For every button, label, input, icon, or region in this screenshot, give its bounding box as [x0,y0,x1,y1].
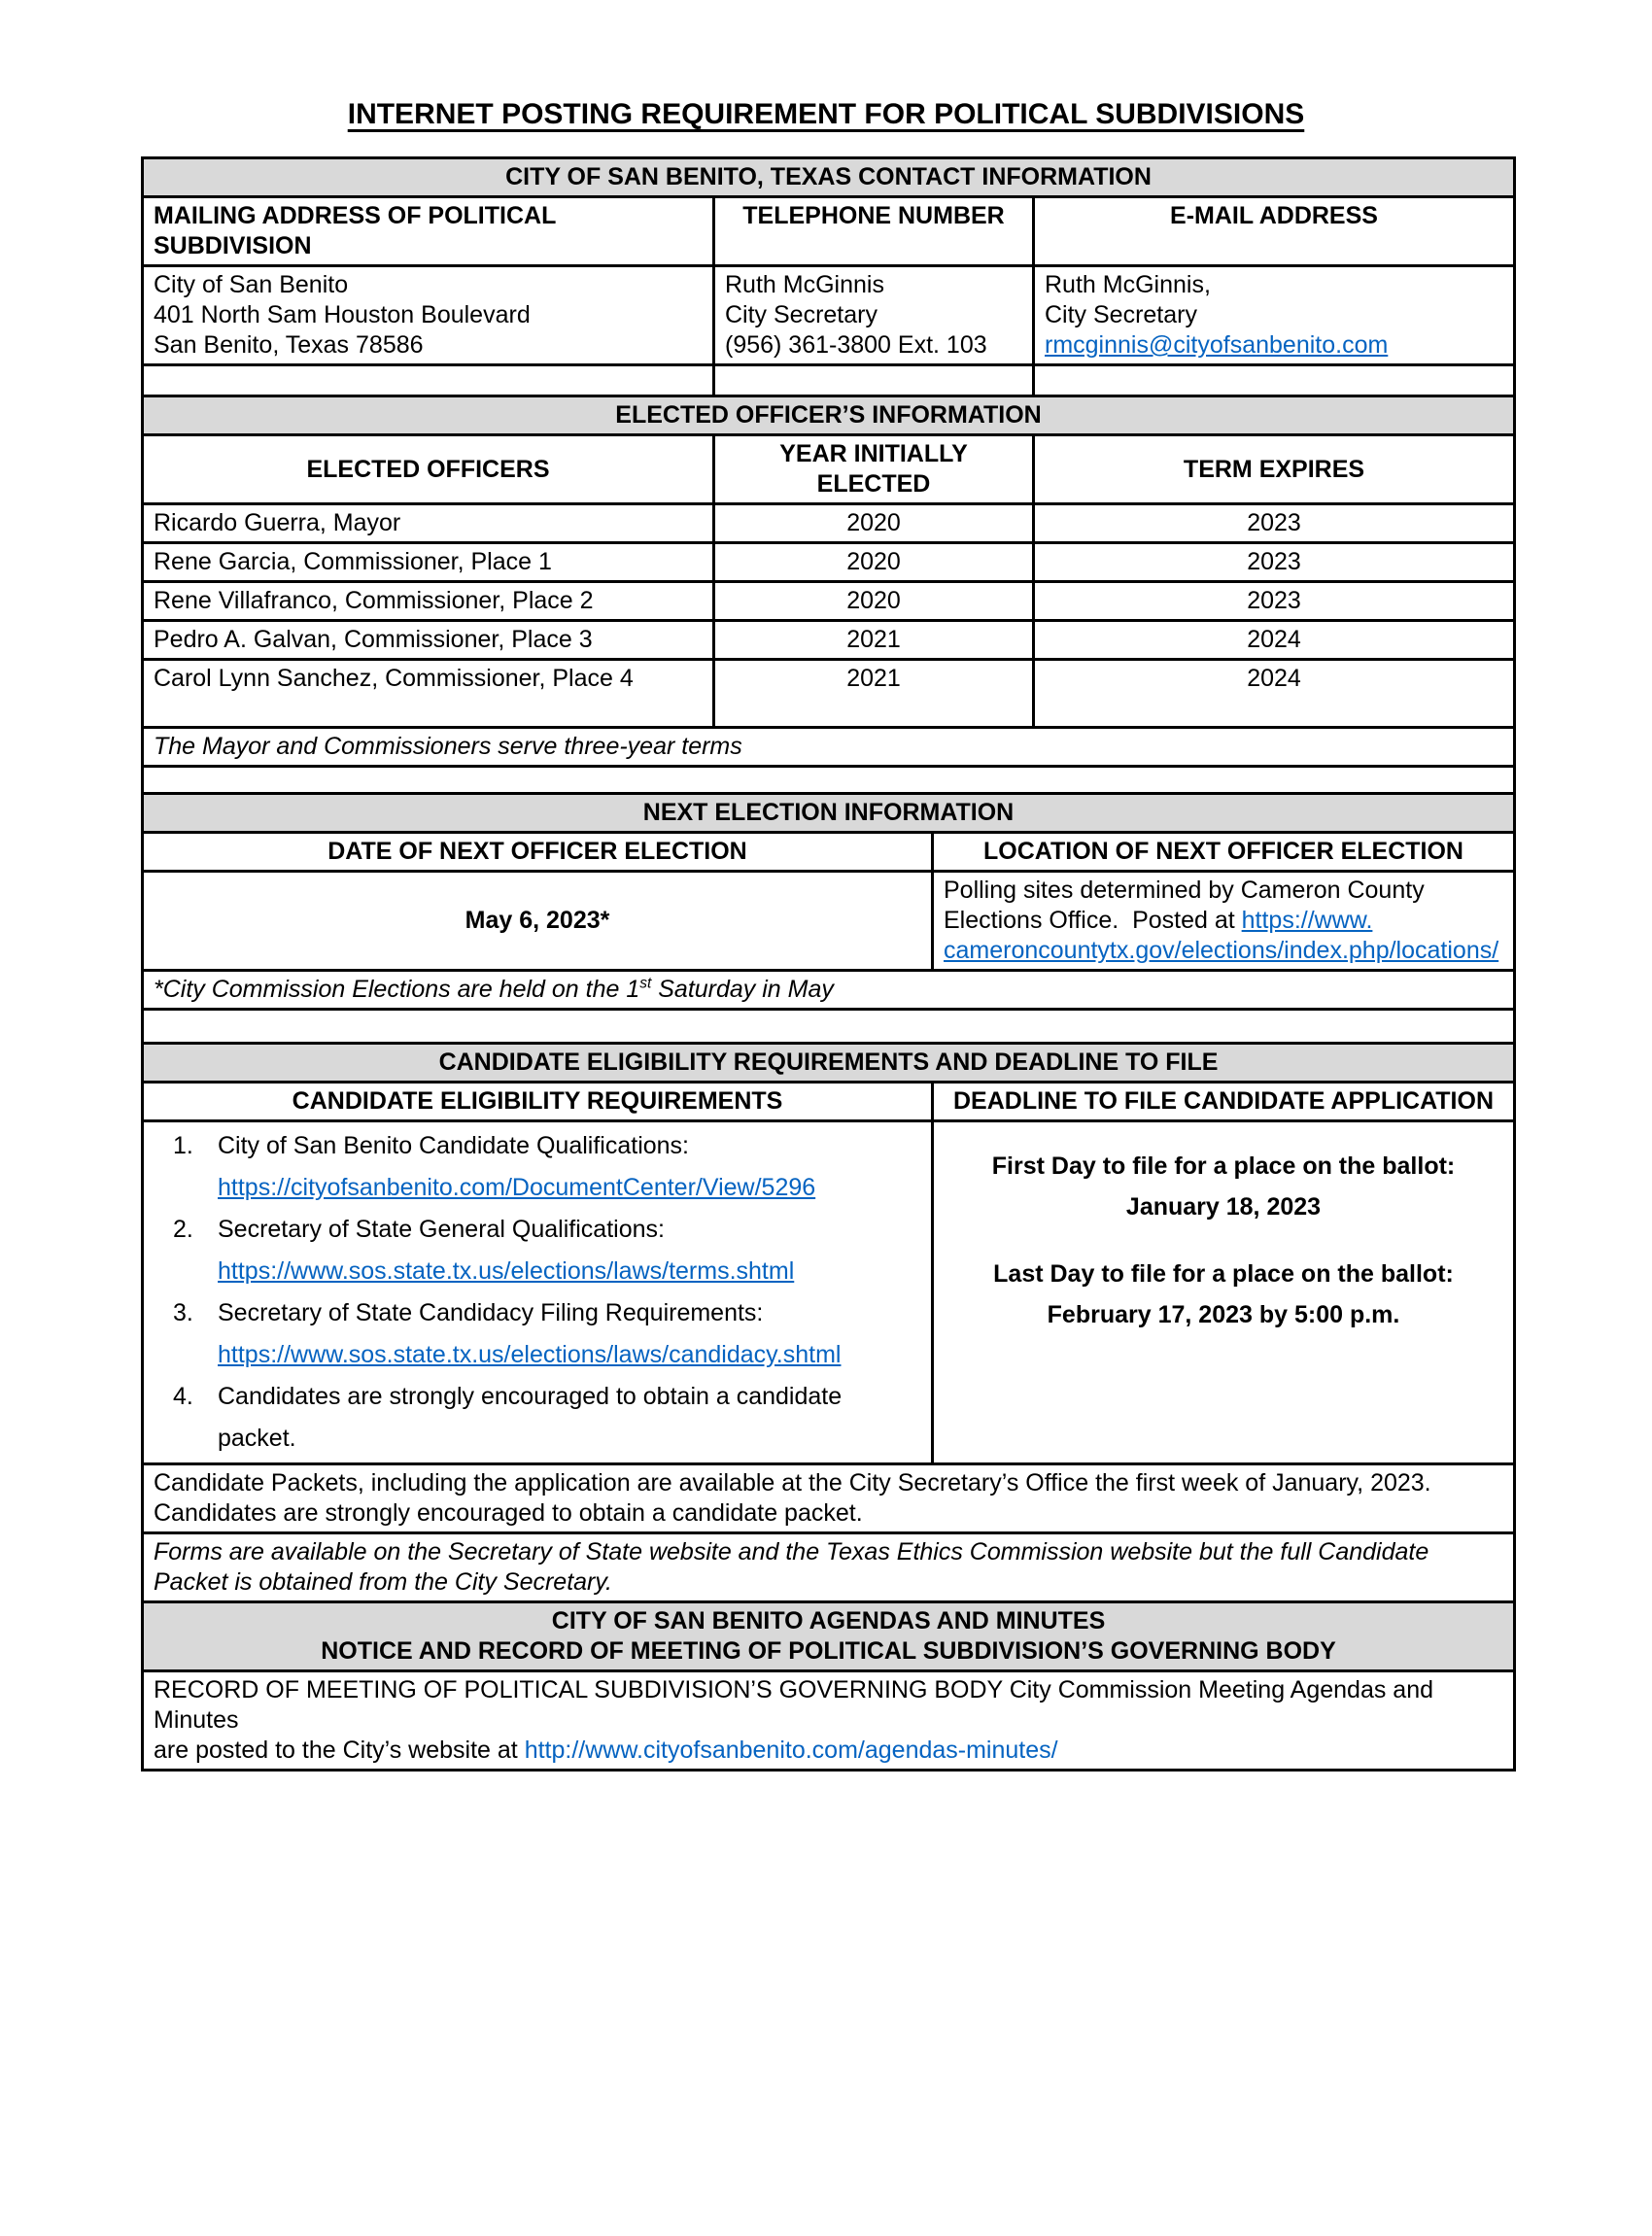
record-line-1: RECORD OF MEETING OF POLITICAL SUBDIVISION’S GOVERNING BODY City Commission Meeting Agendas and Minutes [154,1676,1434,1734]
telephone-line-3: (956) 361-3800 Ext. 103 [725,331,987,359]
agendas-header-line-1: CITY OF SAN BENITO AGENDAS AND MINUTES [551,1607,1106,1634]
agendas-header-line-2: NOTICE AND RECORD OF MEETING OF POLITICAL SUBDIVISION’S GOVERNING BODY [321,1637,1336,1665]
address-line-3: San Benito, Texas 78586 [154,331,424,359]
officer-term: 2023 [1034,582,1515,621]
candidate-qualifications-link[interactable]: https://cityofsanbenito.com/DocumentCenter/View/5296 [218,1174,816,1201]
election-location-cell [933,872,1515,971]
email-line-2: City Secretary [1045,301,1197,328]
colhead-election-location: LOCATION OF NEXT OFFICER ELECTION [933,833,1515,872]
officer-term: 2023 [1034,543,1515,582]
email-cell [1034,266,1515,365]
section-header-candidate: CANDIDATE ELIGIBILITY REQUIREMENTS AND DEADLINE TO FILE [143,1044,1515,1083]
officer-name: Ricardo Guerra, Mayor [143,504,714,543]
spacer-cell [143,1010,1515,1044]
email-link[interactable]: rmcginnis@cityofsanbenito.com [1045,331,1389,359]
polling-locations-link-part2[interactable]: cameroncountytx.gov/elections/index.php/locations/ [944,937,1499,964]
officer-year: 2020 [714,504,1034,543]
section-header-elected: ELECTED OFFICER’S INFORMATION [143,396,1515,435]
telephone-line-2: City Secretary [725,301,878,328]
note-superscript: st [639,975,652,992]
mailing-address-cell [143,266,714,365]
first-day-date: January 18, 2023 [1125,1193,1322,1221]
first-day-block [944,1146,1503,1227]
spacer-cell [714,365,1034,396]
first-day-label: First Day to file for a place on the ballot: [991,1152,1456,1180]
record-line-2 [154,1736,1503,1766]
officer-year: 2021 [714,660,1034,728]
officer-name: Pedro A. Galvan, Commissioner, Place 3 [143,621,714,660]
requirement-number: 3. [173,1299,193,1326]
requirement-number: 2. [173,1216,193,1243]
requirement-text: Candidates are strongly encouraged to obtain a candidate packet. [218,1383,843,1452]
section-header-contact: CITY OF SAN BENITO, TEXAS CONTACT INFORMATION [143,158,1515,197]
eligibility-requirements-cell [143,1121,933,1464]
colhead-election-date: DATE OF NEXT OFFICER ELECTION [143,833,933,872]
last-day-label: Last Day to file for a place on the ballot: [993,1260,1454,1288]
requirement-text: Secretary of State General Qualifications: [218,1216,665,1243]
colhead-elected-officers: ELECTED OFFICERS [143,435,714,504]
location-line-2 [944,906,1503,936]
location-line-1: Polling sites determined by Cameron County [944,877,1425,904]
note-text: Saturday in May [651,976,834,1003]
colhead-mailing-address-label: MAILING ADDRESS OF POLITICAL SUBDIVISION [154,202,556,259]
spacer-cell [143,365,714,396]
officer-name: Rene Villafranco, Commissioner, Place 2 [143,582,714,621]
officer-year: 2021 [714,621,1034,660]
colhead-deadline-to-file: DEADLINE TO FILE CANDIDATE APPLICATION [933,1083,1515,1121]
telephone-cell [714,266,1034,365]
spacer-cell [1034,365,1515,396]
colhead-mailing-address [143,197,714,266]
main-table [141,156,1516,1772]
officer-term: 2024 [1034,660,1515,728]
record-of-meeting-cell [143,1671,1515,1771]
agendas-minutes-link[interactable]: http://www.cityofsanbenito.com/agendas-minutes/ [524,1737,1058,1764]
spacer-cell [143,767,1515,794]
last-day-block [944,1254,1503,1335]
record-line-2-text: are posted to the City’s website at [154,1737,525,1764]
officer-year: 2020 [714,582,1034,621]
colhead-year-elected: YEAR INITIALLY ELECTED [714,435,1034,504]
requirement-number: 1. [173,1132,193,1159]
sos-candidacy-filing-link[interactable]: https://www.sos.state.tx.us/elections/laws/candidacy.shtml [218,1341,842,1368]
last-day-date: February 17, 2023 by 5:00 p.m. [1047,1301,1400,1328]
colhead-eligibility-requirements: CANDIDATE ELIGIBILITY REQUIREMENTS [143,1083,933,1121]
deadline-cell [933,1121,1515,1464]
commission-elections-note [143,971,1515,1010]
requirement-item-3 [173,1292,863,1376]
requirement-item-2 [173,1209,863,1292]
colhead-term-expires: TERM EXPIRES [1034,435,1515,504]
address-line-2: 401 North Sam Houston Boulevard [154,301,531,328]
requirement-text: City of San Benito Candidate Qualifications: [218,1132,689,1159]
candidate-packets-note [143,1464,1515,1533]
requirement-number: 4. [173,1383,193,1410]
officer-term: 2024 [1034,621,1515,660]
officer-name: Carol Lynn Sanchez, Commissioner, Place 4 [143,660,714,728]
election-date-cell: May 6, 2023* [143,872,933,971]
email-line-1: Ruth McGinnis, [1045,271,1211,298]
location-line-2-text: Elections Office. Posted at [944,907,1242,934]
requirement-item-1 [173,1125,863,1209]
officer-term: 2023 [1034,504,1515,543]
forms-note-line-2: Packet is obtained from the City Secretary. [154,1568,612,1596]
sos-general-qualifications-link[interactable]: https://www.sos.state.tx.us/elections/laws/terms.shtml [218,1257,795,1285]
forms-availability-note [143,1533,1515,1602]
address-line-1: City of San Benito [154,271,349,298]
packets-note-line-2: Candidates are strongly encouraged to obtain a candidate packet. [154,1499,863,1527]
document-page [0,98,1652,2236]
requirement-item-4 [173,1376,863,1460]
forms-note-line-1: Forms are available on the Secretary of State website and the Texas Ethics Commission website but the full Candidate [154,1538,1429,1565]
polling-locations-link-part1[interactable]: https://www. [1241,907,1373,934]
section-header-agendas [143,1602,1515,1671]
section-header-next-election: NEXT ELECTION INFORMATION [143,794,1515,833]
mayor-terms-note: The Mayor and Commissioners serve three-year terms [143,728,1515,767]
requirement-text: Secretary of State Candidacy Filing Requirements: [218,1299,764,1326]
telephone-line-1: Ruth McGinnis [725,271,884,298]
officer-year: 2020 [714,543,1034,582]
officer-name: Rene Garcia, Commissioner, Place 1 [143,543,714,582]
note-text: *City Commission Elections are held on the 1 [154,976,640,1003]
packets-note-line-1: Candidate Packets, including the application are available at the City Secretary’s Office the first week of January, 2023. [154,1469,1431,1496]
document-title: INTERNET POSTING REQUIREMENT FOR POLITICAL SUBDIVISIONS [347,98,1305,130]
colhead-email: E-MAIL ADDRESS [1034,197,1515,266]
colhead-telephone: TELEPHONE NUMBER [714,197,1034,266]
